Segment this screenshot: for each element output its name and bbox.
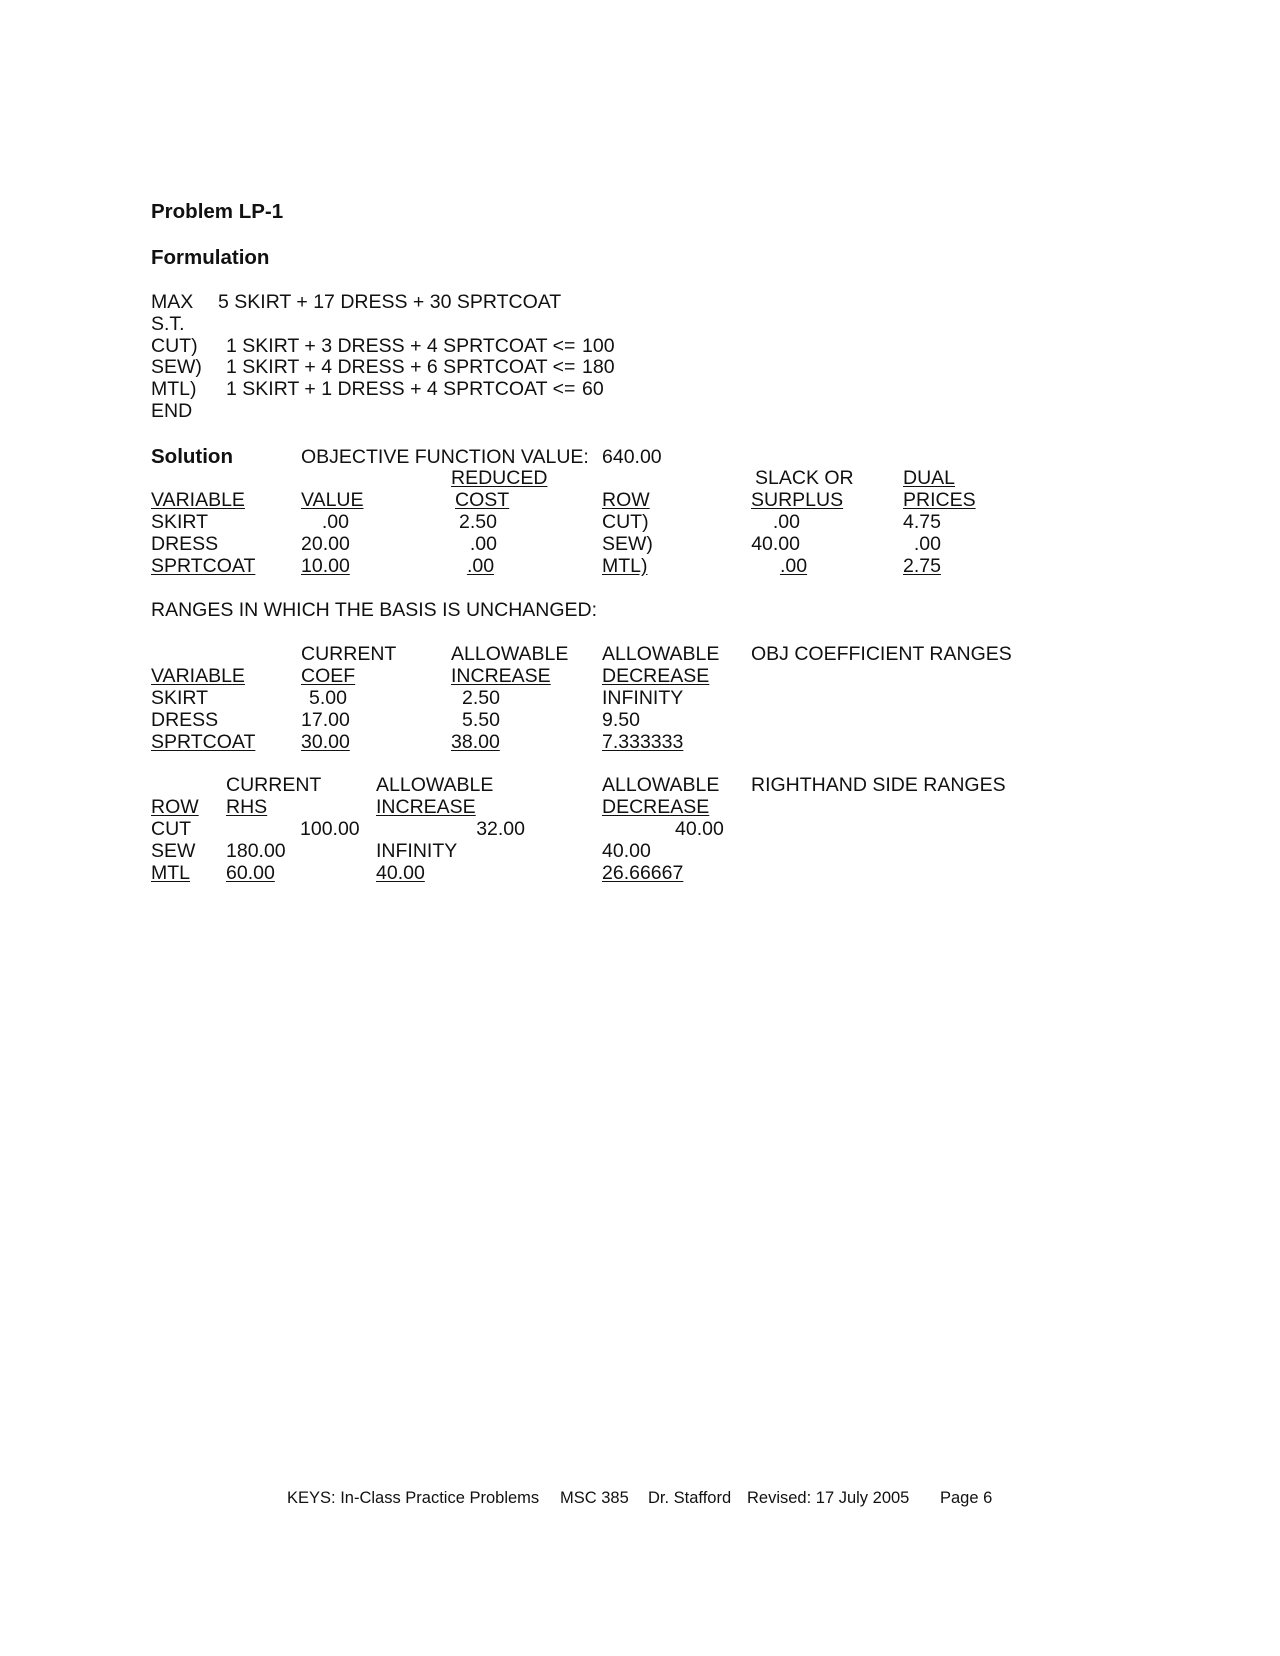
constraint-rhs: 100 bbox=[582, 335, 615, 357]
objective-function-label: OBJECTIVE FUNCTION VALUE: bbox=[301, 446, 589, 468]
footer-keys: KEYS: In-Class Practice Problems bbox=[287, 1489, 540, 1507]
constraint-row-label: SEW) bbox=[151, 356, 202, 378]
current-coef: 30.00 bbox=[301, 731, 350, 753]
allowable-decrease: 7.333333 bbox=[602, 731, 684, 753]
slack-surplus: 40.00 bbox=[751, 533, 800, 555]
current-coef: 17.00 bbox=[301, 709, 350, 731]
variable-name: SKIRT bbox=[151, 687, 209, 709]
reduced-cost: .00 bbox=[469, 533, 497, 555]
objective-expression: 5 SKIRT + 17 DRESS + 30 SPRTCOAT bbox=[218, 291, 562, 313]
row-name: MTL) bbox=[602, 555, 648, 577]
solution-heading: Solution bbox=[151, 445, 233, 468]
header-rhs: RHS bbox=[226, 796, 268, 818]
constraint-expression: 1 SKIRT + 4 DRESS + 6 SPRTCOAT <= bbox=[226, 356, 576, 378]
rhs-row-name: MTL bbox=[151, 862, 190, 884]
row-name: SEW) bbox=[602, 533, 653, 555]
header-value: VALUE bbox=[301, 489, 364, 511]
dual-price: .00 bbox=[913, 533, 941, 555]
header-allowable: ALLOWABLE bbox=[602, 774, 720, 796]
header-prices: PRICES bbox=[903, 489, 976, 511]
st-label: S.T. bbox=[151, 313, 185, 335]
formulation-heading: Formulation bbox=[151, 246, 270, 269]
header-allowable: ALLOWABLE bbox=[376, 774, 494, 796]
current-rhs: 180.00 bbox=[226, 840, 286, 862]
variable-name: SPRTCOAT bbox=[151, 555, 256, 577]
page-title: Problem LP-1 bbox=[151, 200, 284, 223]
header-variable: VARIABLE bbox=[151, 489, 245, 511]
variable-name: DRESS bbox=[151, 533, 219, 555]
allowable-increase: 5.50 bbox=[462, 709, 500, 731]
variable-name: SPRTCOAT bbox=[151, 731, 256, 753]
header-surplus: SURPLUS bbox=[751, 489, 844, 511]
header-decrease: DECREASE bbox=[602, 796, 710, 818]
allowable-increase: 38.00 bbox=[451, 731, 500, 753]
righthand-side-ranges-title: RIGHTHAND SIDE RANGES bbox=[751, 774, 1006, 796]
allowable-increase: 2.50 bbox=[462, 687, 500, 709]
allowable-increase: 40.00 bbox=[376, 862, 425, 884]
row-name: CUT) bbox=[602, 511, 649, 533]
slack-surplus: .00 bbox=[779, 555, 808, 577]
header-increase: INCREASE bbox=[451, 665, 551, 687]
header-variable: VARIABLE bbox=[151, 665, 245, 687]
constraint-rhs: 180 bbox=[582, 356, 615, 378]
header-cost: COST bbox=[455, 489, 510, 511]
header-coef: COEF bbox=[301, 665, 356, 687]
variable-name: SKIRT bbox=[151, 511, 209, 533]
header-allowable: ALLOWABLE bbox=[602, 643, 720, 665]
dual-price: 4.75 bbox=[903, 511, 941, 533]
variable-value: .00 bbox=[321, 511, 349, 533]
allowable-decrease: INFINITY bbox=[602, 687, 684, 709]
ranges-heading: RANGES IN WHICH THE BASIS IS UNCHANGED: bbox=[151, 599, 598, 621]
footer-page: Page 6 bbox=[940, 1489, 993, 1507]
footer-revised: Revised: 17 July 2005 bbox=[747, 1489, 910, 1507]
constraint-rhs: 60 bbox=[582, 378, 604, 400]
header-row: ROW bbox=[151, 796, 199, 818]
current-rhs: 100.00 bbox=[300, 818, 360, 840]
variable-value: 10.00 bbox=[301, 555, 350, 577]
header-increase: INCREASE bbox=[376, 796, 476, 818]
footer-course: MSC 385 bbox=[560, 1489, 629, 1507]
reduced-cost: 2.50 bbox=[459, 511, 497, 533]
constraint-row-label: CUT) bbox=[151, 335, 198, 357]
header-current: CURRENT bbox=[226, 774, 322, 796]
dual-price: 2.75 bbox=[903, 555, 941, 577]
header-slack-or: SLACK OR bbox=[755, 467, 854, 489]
current-rhs: 60.00 bbox=[226, 862, 275, 884]
constraint-expression: 1 SKIRT + 1 DRESS + 4 SPRTCOAT <= bbox=[226, 378, 576, 400]
obj-coefficient-ranges-title: OBJ COEFFICIENT RANGES bbox=[751, 643, 1012, 665]
objective-label: MAX bbox=[151, 291, 194, 313]
header-decrease: DECREASE bbox=[602, 665, 710, 687]
constraint-row-label: MTL) bbox=[151, 378, 197, 400]
header-row: ROW bbox=[602, 489, 650, 511]
reduced-cost: .00 bbox=[466, 555, 495, 577]
slack-surplus: .00 bbox=[772, 511, 800, 533]
header-dual: DUAL bbox=[903, 467, 956, 489]
allowable-decrease: 40.00 bbox=[675, 818, 724, 840]
objective-function-value: 640.00 bbox=[602, 446, 662, 468]
variable-name: DRESS bbox=[151, 709, 219, 731]
header-current: CURRENT bbox=[301, 643, 397, 665]
footer-author: Dr. Stafford bbox=[648, 1489, 732, 1507]
rhs-row-name: CUT bbox=[151, 818, 192, 840]
allowable-increase: INFINITY bbox=[376, 840, 458, 862]
rhs-row-name: SEW bbox=[151, 840, 196, 862]
allowable-increase: 32.00 bbox=[476, 818, 525, 840]
current-coef: 5.00 bbox=[309, 687, 347, 709]
header-reduced: REDUCED bbox=[451, 467, 548, 489]
header-allowable: ALLOWABLE bbox=[451, 643, 569, 665]
allowable-decrease: 9.50 bbox=[602, 709, 640, 731]
allowable-decrease: 40.00 bbox=[602, 840, 651, 862]
end-label: END bbox=[151, 400, 193, 422]
constraint-expression: 1 SKIRT + 3 DRESS + 4 SPRTCOAT <= bbox=[226, 335, 576, 357]
variable-value: 20.00 bbox=[301, 533, 350, 555]
allowable-decrease: 26.66667 bbox=[602, 862, 684, 884]
